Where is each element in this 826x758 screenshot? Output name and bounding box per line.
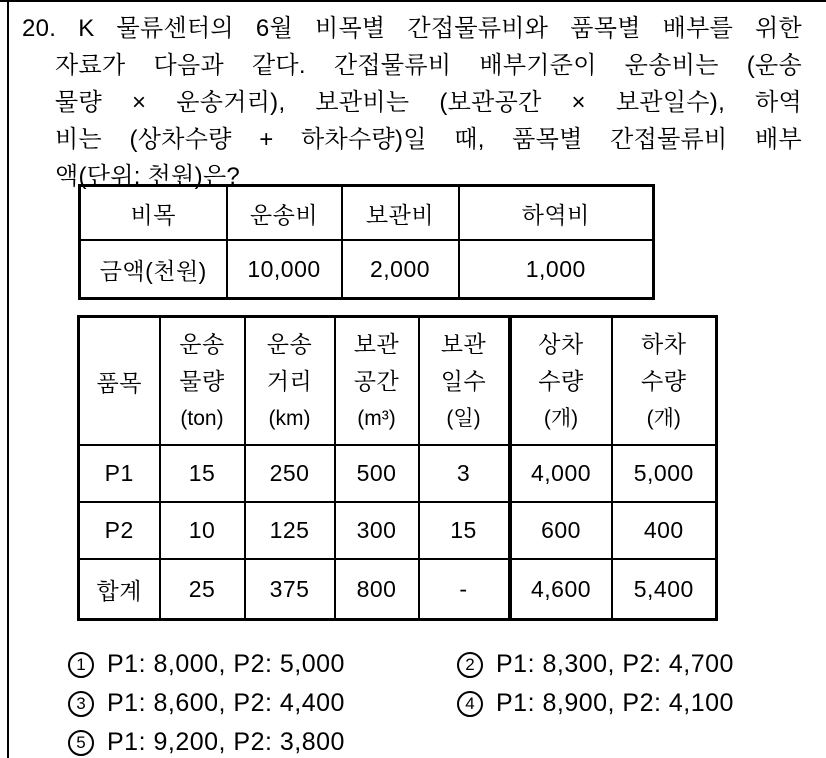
answer-choices xyxy=(68,645,813,758)
header-unit: (ton) xyxy=(180,406,224,430)
header-line: 공간 xyxy=(353,367,400,394)
top-border-line xyxy=(0,0,826,2)
row-label: P1 xyxy=(79,445,160,502)
item-header-transport-distance xyxy=(245,317,335,446)
row-label: P2 xyxy=(79,502,160,559)
cost-summary-table xyxy=(78,184,655,300)
question-line xyxy=(22,10,802,47)
header-unit: (km) xyxy=(268,406,311,430)
header-line: 수량 xyxy=(538,367,584,394)
question-line: 물량 × 운송거리), 보관비는 (보관공간 × 보관일수), 하역 xyxy=(55,89,802,116)
header-unit: (개) xyxy=(543,406,579,430)
cost-header-transport: 운송비 xyxy=(227,186,342,241)
cost-amount-transport: 10,000 xyxy=(227,240,342,299)
item-header-transport-volume xyxy=(160,317,245,446)
header-line: 보관 xyxy=(440,330,487,357)
item-header-loading-qty xyxy=(510,317,612,446)
header-line: 수량 xyxy=(641,367,687,394)
question-block xyxy=(22,10,802,195)
cell-transport-volume: 15 xyxy=(160,445,245,502)
header-unit: (개) xyxy=(646,406,681,430)
cell-transport-distance: 375 xyxy=(245,559,335,620)
item-header-storage-space xyxy=(335,317,419,446)
cell-loading-qty: 4,600 xyxy=(510,559,612,620)
cell-unloading-qty: 400 xyxy=(612,502,717,559)
header-line: 상차 xyxy=(538,330,584,357)
item-allocation-table xyxy=(77,315,718,621)
item-header-product: 품목 xyxy=(79,317,160,446)
choice-5[interactable] xyxy=(68,723,457,758)
header-unit: (일) xyxy=(446,406,481,430)
choice-2[interactable] xyxy=(457,645,813,684)
cost-amount-storage: 2,000 xyxy=(342,240,459,299)
choice-2-text: P1: 8,300, P2: 4,700 xyxy=(496,650,734,678)
item-table-row-p1 xyxy=(79,445,717,502)
header-unit: (m³) xyxy=(357,406,396,430)
header-line: 하차 xyxy=(641,330,687,357)
header-line: 거리 xyxy=(266,367,313,394)
cell-storage-space: 800 xyxy=(335,559,419,620)
question-line: 비는 (상차수량 + 하차수량)일 때, 품목별 간접물류비 배부 xyxy=(55,126,802,153)
header-line: 운송 xyxy=(179,330,225,357)
question-line: 액(단위: 천원)은? xyxy=(55,163,241,190)
cell-transport-volume: 25 xyxy=(160,559,245,620)
choice-2-circle: 2 xyxy=(457,652,483,678)
choice-3-text: P1: 8,600, P2: 4,400 xyxy=(107,689,345,717)
cost-table-header-row xyxy=(80,186,654,241)
header-line: 물량 xyxy=(179,367,225,394)
choice-4-text: P1: 8,900, P2: 4,100 xyxy=(496,689,734,717)
cell-storage-space: 500 xyxy=(335,445,419,502)
cell-unloading-qty: 5,400 xyxy=(612,559,717,620)
choice-5-circle: 5 xyxy=(68,730,94,756)
header-line: 일수 xyxy=(440,367,487,394)
choice-4-circle: 4 xyxy=(457,691,483,717)
choice-1-circle: 1 xyxy=(68,652,94,678)
item-header-unloading-qty xyxy=(612,317,717,446)
item-header-storage-days xyxy=(419,317,510,446)
choice-1-text: P1: 8,000, P2: 5,000 xyxy=(107,650,345,678)
header-line: 운송 xyxy=(266,330,313,357)
item-table-header-row xyxy=(79,317,717,446)
choice-3[interactable] xyxy=(68,684,457,723)
header-line: 보관 xyxy=(353,330,400,357)
cell-transport-distance: 250 xyxy=(245,445,335,502)
cost-header-item: 비목 xyxy=(80,186,227,241)
choice-3-circle: 3 xyxy=(68,691,94,717)
cell-storage-days: - xyxy=(419,559,510,620)
cell-unloading-qty: 5,000 xyxy=(612,445,717,502)
column-divider-line xyxy=(7,0,9,758)
cell-storage-days: 3 xyxy=(419,445,510,502)
question-text: K 물류센터의 6월 비목별 간접물류비와 품목별 배부를 위한 xyxy=(78,15,802,42)
row-label: 합계 xyxy=(79,559,160,620)
item-table-row-total xyxy=(79,559,717,620)
cell-transport-distance: 125 xyxy=(245,502,335,559)
cell-storage-space: 300 xyxy=(335,502,419,559)
question-number: 20. xyxy=(22,15,57,42)
cell-loading-qty: 4,000 xyxy=(510,445,612,502)
item-table-row-p2 xyxy=(79,502,717,559)
cell-loading-qty: 600 xyxy=(510,502,612,559)
cost-amount-handling: 1,000 xyxy=(459,240,654,299)
cost-header-storage: 보관비 xyxy=(342,186,459,241)
choice-5-text: P1: 9,200, P2: 3,800 xyxy=(107,728,345,756)
choice-1[interactable] xyxy=(68,645,457,684)
cost-table-amount-row xyxy=(80,240,654,299)
question-line: 자료가 다음과 같다. 간접물류비 배부기준이 운송비는 (운송 xyxy=(55,52,802,79)
cell-transport-volume: 10 xyxy=(160,502,245,559)
cost-amount-label: 금액(천원) xyxy=(80,240,227,299)
cell-storage-days: 15 xyxy=(419,502,510,559)
cost-header-handling: 하역비 xyxy=(459,186,654,241)
choice-4[interactable] xyxy=(457,684,813,723)
